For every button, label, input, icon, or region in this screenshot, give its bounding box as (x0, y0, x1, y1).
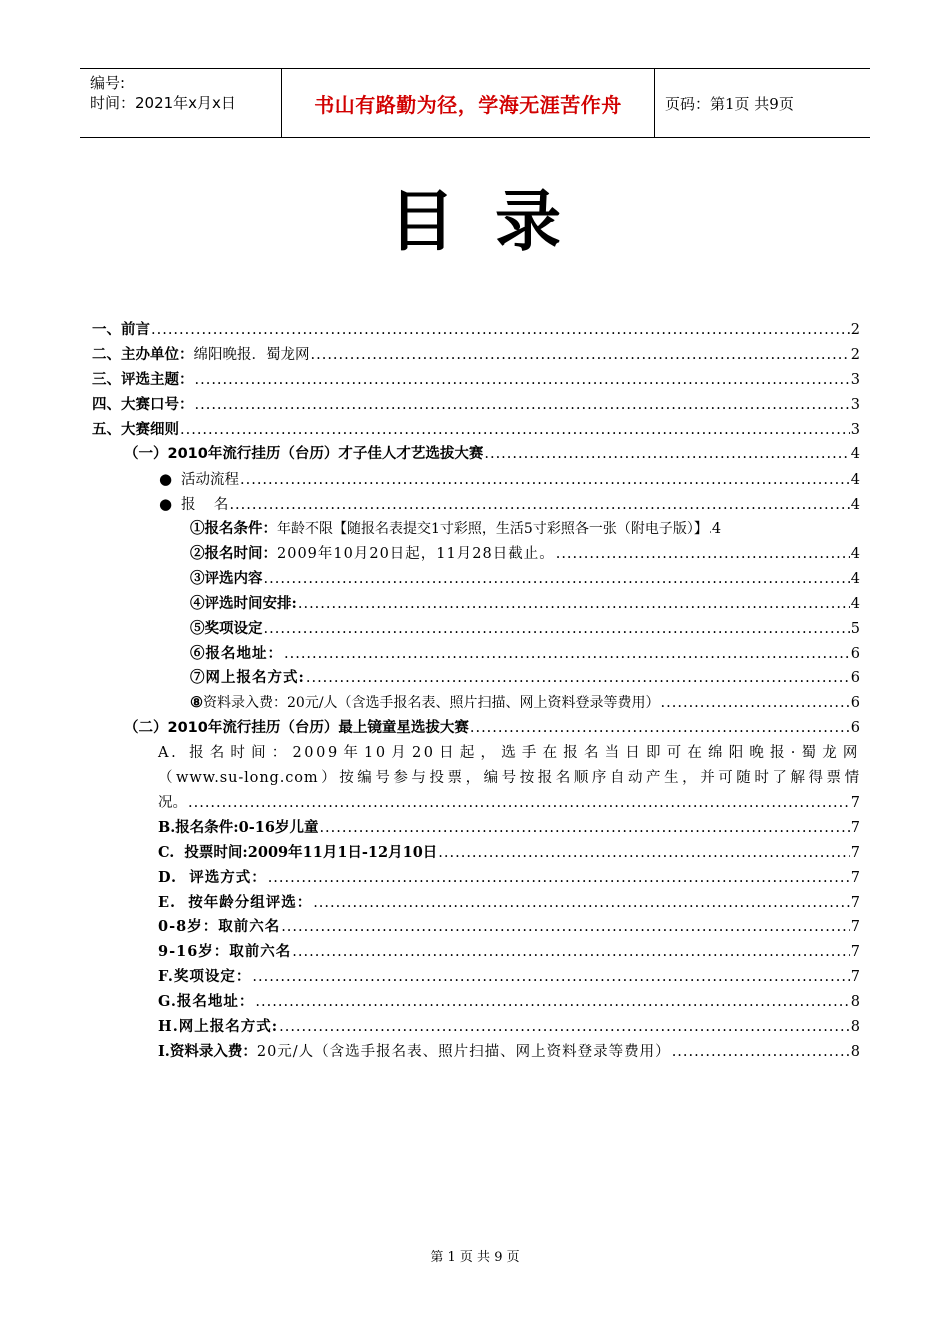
toc-entry-label: （一）2010年流行挂历（台历）才子佳人才艺选拔大赛 (124, 446, 484, 463)
toc-entry-label-line3: 况。 (158, 794, 187, 811)
toc-entry-label: C. 投票时间:2009年11月1日-12月10日 (158, 843, 438, 861)
toc-entry-page: 7 (850, 969, 860, 986)
toc-entry-label: 0-8岁：取前六名 (158, 918, 281, 936)
toc-entry-page: 7 (850, 819, 860, 836)
toc-entry-label: ⑧ (190, 694, 203, 712)
toc-entry-page: 4 (850, 595, 860, 612)
toc-entry-page: 8 (850, 1018, 860, 1035)
toc-entry-page: 2 (850, 322, 860, 338)
toc-entry[interactable] (92, 617, 860, 642)
toc-entry-label-detail: 年龄不限【随报名表提交1寸彩照，生活5寸彩照各一张（附电子版）】 (277, 521, 708, 538)
toc-entry-page: 7 (850, 794, 860, 811)
toc-entry[interactable] (92, 368, 860, 393)
header-page-info: 页码：第1页 共9页 (665, 94, 794, 113)
toc-entry-page: 4 (850, 497, 860, 514)
toc-entry-label-detail: 绵阳晚报．蜀龙网 (193, 346, 310, 363)
toc-entry[interactable] (92, 393, 860, 418)
document-date-label: 时间：2021年x月x日 (90, 94, 236, 112)
toc-entry[interactable] (92, 642, 860, 667)
toc-entry-label-detail: 选手在报名当日即可在绵阳晚报·蜀龙网 (501, 745, 860, 762)
toc-entry-label: D. 评选方式： (158, 868, 267, 886)
toc-entry-label-line2: （www.su-long.com）按编号参与投票，编号按报名顺序自动产生，并可随时了解得票情 (158, 770, 860, 787)
bullet-icon: ● (159, 470, 173, 489)
toc-entry-label-detail: 2009年10月20日起，11月28日截止。 (277, 546, 555, 563)
toc-entry[interactable] (92, 891, 860, 916)
toc-entry-label: 五、大赛细则 (92, 421, 179, 438)
toc-entry[interactable] (92, 915, 860, 940)
toc-entry-label: 四、大赛口号： (92, 396, 194, 413)
toc-entry-label: A. 报名时间：2009年10月20日起， (158, 745, 502, 762)
toc-entry-page: 6 (850, 670, 860, 687)
toc-entry-label: ②报名时间： (190, 545, 277, 563)
toc-entry-page: 3 (850, 421, 860, 438)
toc-entry-label: ⑦网上报名方式: (190, 669, 305, 687)
toc-entry-label: B.报名条件:0-16岁儿童 (158, 818, 319, 836)
toc-entry-label-detail: 20元/人（含选手报名表、照片扫描、网上资料登录等费用） (256, 1043, 671, 1060)
header-motto: 书山有路勤为径，学海无涯苦作舟 (281, 69, 655, 137)
toc-entry-page: 4 (850, 472, 860, 489)
toc-entry-page: 8 (850, 1043, 860, 1060)
toc-entry[interactable] (92, 318, 860, 343)
toc-entry-page: 4 (711, 521, 722, 538)
toc-entry[interactable] (92, 691, 860, 716)
toc-entry[interactable] (92, 442, 860, 467)
toc-entry-label: 活动流程 (181, 472, 239, 489)
toc-entry[interactable] (92, 866, 860, 891)
toc-entry-page: 7 (850, 944, 860, 961)
toc-entry[interactable] (92, 567, 860, 592)
toc-entry-page: 7 (850, 894, 860, 911)
toc-entry-label: ⑤奖项设定 (190, 619, 263, 637)
toc-entry-page: 4 (850, 546, 860, 563)
document-number-label: 编号: (90, 74, 126, 92)
toc-entry-page: 6 (850, 720, 860, 737)
toc-entry-page: 6 (850, 645, 860, 662)
header-meta (80, 69, 281, 137)
bullet-icon: ● (159, 495, 173, 514)
toc-entry[interactable] (92, 1015, 860, 1040)
toc-entry[interactable] (92, 940, 860, 965)
toc-entry-label: F.奖项设定： (158, 968, 252, 986)
toc-entry[interactable] (92, 741, 860, 816)
toc-entry-page: 7 (850, 919, 860, 936)
toc-entry-label-detail: 资料录入费：20元/人（含选手报名表、照片扫描、网上资料登录等费用） (203, 695, 660, 712)
toc-entry-page: 7 (850, 869, 860, 886)
toc-entry-page: 7 (850, 844, 860, 861)
toc-entry[interactable] (92, 517, 860, 542)
toc-entry-page: 3 (850, 396, 860, 413)
toc-entry-page: 3 (850, 371, 860, 388)
toc-entry[interactable] (92, 592, 860, 617)
toc-entry-label: 一、前言 (92, 322, 150, 338)
toc-entry-page: 6 (850, 695, 860, 712)
toc-entry[interactable] (92, 716, 860, 741)
toc-entry[interactable] (92, 343, 860, 368)
page-footer: 第 1 页 共 9 页 (430, 1250, 520, 1265)
toc-entry-page: 5 (850, 620, 860, 637)
toc-entry[interactable] (92, 816, 860, 841)
toc-entry-label: 三、评选主题： (92, 371, 194, 388)
toc-entry-label: G.报名地址： (158, 993, 255, 1011)
toc-entry[interactable] (92, 542, 860, 567)
toc-entry-label: （二）2010年流行挂历（台历）最上镜童星选拔大赛 (124, 720, 469, 737)
toc-entry-label: ①报名条件： (190, 520, 277, 538)
toc-entry-label: 二、主办单位： (92, 346, 194, 363)
toc-entry-label: I.资料录入费： (158, 1042, 257, 1060)
toc-entry-label: 报 名 (181, 497, 229, 514)
toc-entry-page: 8 (850, 994, 860, 1011)
table-of-contents (92, 318, 860, 1065)
toc-entry[interactable] (92, 1040, 860, 1065)
toc-entry-page: 2 (850, 346, 860, 363)
toc-entry-label: 9-16岁：取前六名 (158, 943, 292, 961)
toc-entry-label: ③评选内容 (190, 569, 263, 587)
toc-entry[interactable] (92, 492, 860, 517)
toc-entry[interactable] (92, 841, 860, 866)
toc-entry-label: ⑥报名地址： (190, 644, 283, 662)
page-title: 目录 (389, 183, 601, 260)
toc-entry-page: 4 (850, 570, 860, 587)
toc-entry-label: ④评选时间安排: (190, 594, 297, 612)
toc-entry[interactable] (92, 467, 860, 492)
toc-entry[interactable] (92, 418, 860, 443)
toc-entry[interactable] (92, 666, 860, 691)
toc-entry[interactable] (92, 990, 860, 1015)
page-header (80, 68, 870, 138)
toc-entry-label: H.网上报名方式: (158, 1017, 279, 1035)
toc-entry[interactable] (92, 965, 860, 990)
toc-entry-label: E. 按年龄分组评选： (158, 893, 313, 911)
toc-entry-page: 4 (850, 446, 860, 463)
